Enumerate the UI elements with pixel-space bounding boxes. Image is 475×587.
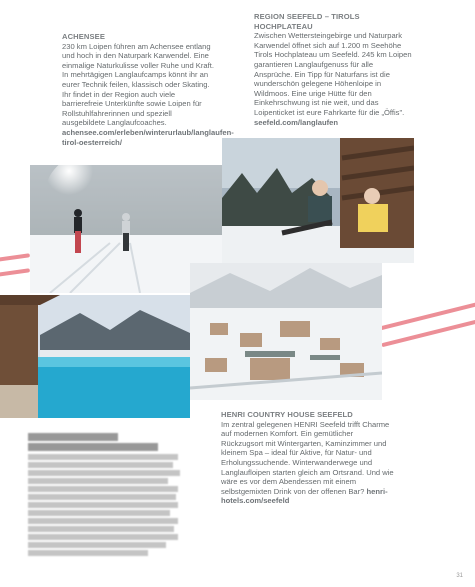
- accent-stripe: [381, 317, 475, 347]
- achensee-title: ACHENSEE: [62, 32, 105, 41]
- achensee-article: [62, 32, 234, 147]
- page-number: 31: [456, 573, 463, 579]
- seefeld-body: Zwischen Wettersteingebirge und Naturpark Karwendel öffnet sich auf 1.200 m Seehöhe Tirols Hochplateau um Seefeld. 245 km Loipen garantieren Langlaufgenuss für alle Ansprüche. Ein Tipp für Naturfans ist die wunderschön gelegene Höhenloipe in Wildmoos. Eine urige Hütte für den Einkehrschwung ist nie weit, und das Loipenticket ist eure Fahrkarte für die „Öffis".: [254, 31, 412, 117]
- seefeld-title: REGION SEEFELD – TIROLS HOCHPLATEAU: [254, 12, 360, 31]
- photo-heated-pool: [0, 295, 190, 418]
- accent-stripe: [0, 253, 30, 263]
- seefeld-link[interactable]: seefeld.com/langlaufen: [254, 117, 338, 127]
- henri-title: HENRI COUNTRY HOUSE SEEFELD: [221, 410, 353, 419]
- accent-stripe: [0, 268, 30, 278]
- seefeld-article: [254, 12, 412, 127]
- achensee-link[interactable]: achensee.com/erleben/winterurlaub/langlaufen-tirol-oesterreich/: [62, 127, 234, 147]
- photo-seefeld-village: [190, 263, 382, 400]
- henri-article: [221, 410, 396, 506]
- henri-link[interactable]: henri-hotels.com/seefeld: [221, 486, 388, 506]
- henri-body: Im zentral gelegenen HENRI Seefeld trifft Charme auf modernen Komfort. Ein gemütlicher Rückzugsort mit Wintergarten, Kaminzimmer und kleinem Spa – ideal für Aktive, für Natur- und Erholungssuchende. Winterwanderwege und Langlaufloipen starten gleich am Ortsrand. Und wie wäre es vor dem Abendessen mit einem selbstgemixten Drink von der offenen Bar?: [221, 419, 394, 496]
- photo-couple-on-bench: [222, 138, 414, 263]
- achensee-body: 230 km Loipen führen am Achensee entlang und hoch in den Naturpark Karwendel. Eine einmalige Naturkulisse voller Ruhe und Kraft. In mehrtägigen Langlaufcamps könnt ihr an eurer Technik feilen, klassisch oder Skating. Ihr findet in der Region auch viele barrierefreie Unterkünfte sowie Loipen für Rollstuhlfahrerinnen und speziell ausgebildete Langlaufcoaches.: [62, 41, 214, 128]
- blurred-article: [28, 433, 184, 556]
